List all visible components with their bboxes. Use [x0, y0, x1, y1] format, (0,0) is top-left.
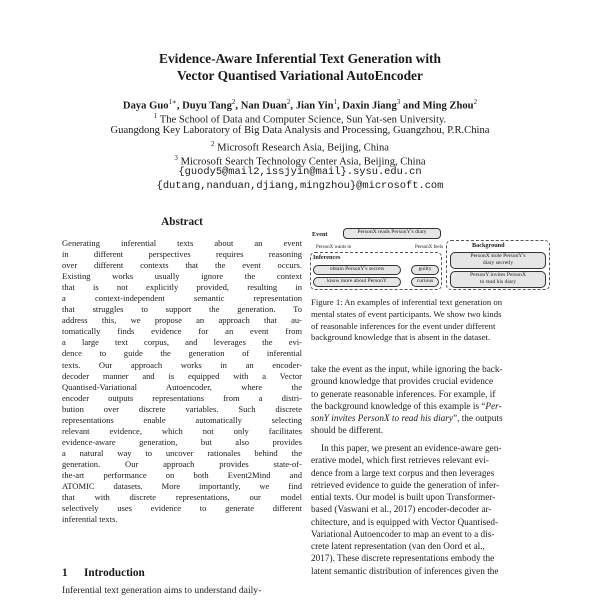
paragraph-line: chitecture, and is equipped with Vector Quantised-	[311, 517, 499, 528]
abstract-line: Generating inferential texts about an event	[62, 238, 302, 248]
author-name: Daxin Jiang	[342, 100, 397, 112]
abstract-line: representations enable automatically selecting	[62, 414, 302, 425]
right-para-2	[311, 443, 549, 578]
title-line-2: Vector Quantised Variational AutoEncoder	[177, 68, 423, 83]
title-line-1: Evidence-Aware Inferential Text Generation with	[159, 51, 441, 66]
caption-line: background knowledge that is absent in the dataset.	[311, 332, 491, 343]
affiliation-3: $^3$ Microsoft Search Technology Center Asia, Beijing, China	[174, 154, 426, 168]
author-name: Duyu Tang	[182, 100, 232, 112]
event-label: Event	[312, 231, 328, 238]
paper-title	[0, 50, 600, 84]
paragraph-line: latent semantic distribution of inferences given the	[311, 566, 499, 577]
caption-line: mental states of event participants. We show two kinds	[311, 308, 502, 319]
paragraph-line: 2017). These discrete representations embody the	[311, 554, 495, 565]
abstract-line: generation. Our approach provides state-of-	[62, 458, 302, 469]
abstract-line: relevant evidence, which not only facilitates	[62, 425, 302, 436]
email-sysu: {guody5@mail2,issjyin@mail}.sysu.edu.cn	[178, 166, 422, 178]
paragraph-line: based (Vaswani et al., 2017) encoder-decoder ar-	[311, 505, 492, 516]
figure-1	[310, 229, 550, 290]
paragraph-line: Variational Autoencoder to map an event to a dis-	[311, 529, 495, 540]
inference-4: curious	[411, 277, 439, 287]
paragraph-line: erative model, which first retrieves relevant evi-	[311, 456, 489, 467]
abstract-line: in different perspectives requires reasoning	[62, 249, 302, 260]
paragraph-line: ential texts. Our model is built upon Transformer-	[311, 493, 496, 503]
abstract-line: over different contexts that the event occurs.	[62, 260, 302, 271]
author-name: Daya Guo	[122, 100, 169, 112]
paragraph-line: In this paper, we present an evidence-aware gen-	[321, 444, 502, 454]
caption-line: Figure 1: An examples of inferential text generation on	[311, 297, 503, 307]
section-number: 1	[62, 567, 68, 579]
abstract-line: that struggles to support the generation. To	[62, 304, 302, 315]
paragraph-line: crete latent representation (van den Oord et al.,	[311, 542, 485, 552]
background-1: PersonX stole PersonY's diary secretly	[450, 252, 546, 269]
abstract-line: that with discrete representations, our model	[62, 492, 302, 503]
abstract-line: Quantised-Variational Autoencoder, where the	[62, 381, 302, 392]
abstract-line: a context-independent semantic representation	[62, 293, 302, 304]
abstract-line: inferential texts.	[62, 514, 118, 525]
abstract-line: texts. Our approach works in an encoder-	[62, 359, 302, 370]
right-para-1: take the event as the input, while ignoring the back- ground knowledge that provides crucial evidence to generate reasonable inferences. For example, if the background knowledge of this example is “Per- sonY invites PersonX to read his diary”, the outputs should be different.	[311, 365, 503, 437]
inference-2: guilty	[411, 265, 439, 275]
intro-first-line: Inferential text generation aims to understand daily-	[62, 585, 262, 596]
abstract-line: Existing works usually ignore the context	[62, 271, 302, 282]
abstract-line: bution over discrete variables. Such discrete	[62, 403, 302, 414]
abstract-line: selectively uses evidence to generate different	[62, 503, 302, 514]
abstract-line: a large text corpus, and leverages the evi-	[62, 337, 302, 348]
relation-feels: PersonX feels	[415, 245, 443, 250]
abstract-line: that is not explicitly provided, resulting in	[62, 282, 302, 293]
abstract-line: a natural way to uncover rationales behind the	[62, 447, 302, 458]
abstract-line: encoder outputs representations from a distri-	[62, 392, 302, 403]
abstract-line: address this, we propose an approach that au-	[62, 315, 302, 326]
inferences-label: Inferences	[313, 254, 341, 261]
background-label: Background	[472, 242, 505, 249]
abstract-line: tomatically finds evidence for an event from	[62, 326, 302, 337]
event-box: PersonX reads PersonY's diary	[343, 228, 441, 239]
paragraph-line: retrieved evidence to guide the generation of infer-	[311, 480, 500, 491]
author-name: Jian Yin	[295, 100, 334, 112]
inference-1: obtain PersonY's secrets	[313, 265, 401, 275]
author-list: Daya Guo$^{1∗}$, Duyu Tang$^2$, Nan Duan$^2$, Jian Yin$^1$, Daxin Jiang$^3$ and Ming Zhou$^2$	[122, 98, 478, 112]
affiliation-1b: Guangdong Key Laboratory of Big Data Analysis and Processing, Guangzhou, P.R.China	[110, 125, 490, 136]
abstract-body	[62, 238, 302, 525]
paragraph-line: dence from a large text corpus and then leverages	[311, 468, 495, 479]
abstract-line: evidence-aware generation, but also provides	[62, 436, 302, 447]
email-microsoft: {dutang,nanduan,djiang,mingzhou}@microsoft.com	[156, 180, 444, 192]
affiliation-2: $^2$ Microsoft Research Asia, Beijing, China	[211, 140, 389, 154]
abstract-line: the-art performance on both Event2Mind and	[62, 469, 302, 480]
figure-caption	[311, 297, 549, 344]
background-2: PersonY invites PersonX to read his diary	[450, 271, 546, 288]
caption-line: of reasonable inferences for the event under different	[311, 320, 496, 331]
section-title: Introduction	[84, 567, 145, 579]
inference-3: know more about PersonY	[313, 277, 401, 287]
relation-wants: PersonX wants to	[316, 245, 352, 250]
author-name: Nan Duan	[240, 100, 287, 112]
affiliation-1: $^1$ The School of Data and Computer Science, Sun Yat-sen University.	[153, 112, 447, 126]
section-heading	[62, 567, 302, 579]
abstract-line: ATOMIC datasets. More importantly, we find	[62, 481, 302, 492]
abstract-line: decoder manner and is equipped with a Vector	[62, 370, 302, 381]
abstract-heading: Abstract	[161, 216, 203, 228]
author-name: Ming Zhou	[422, 100, 474, 112]
abstract-line: dence to guide the generation of inferential	[62, 348, 302, 359]
